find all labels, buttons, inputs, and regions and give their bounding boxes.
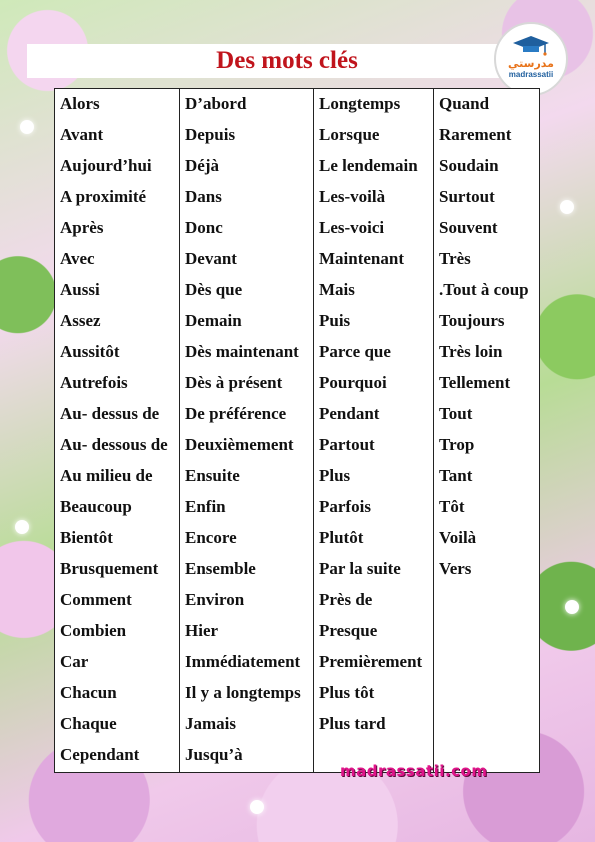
- keyword-cell: Jamais: [185, 714, 236, 733]
- keyword-cell: Environ: [185, 590, 245, 609]
- keyword-cell: Pendant: [319, 404, 380, 423]
- keyword-cell: Les-voilà: [319, 187, 386, 206]
- keyword-cell: Jusqu’à: [185, 745, 243, 764]
- keywords-table: [54, 88, 540, 773]
- logo-latin-text: madrassatii: [508, 70, 554, 79]
- keyword-cell: Mais: [319, 280, 355, 299]
- keywords-column-4: [434, 89, 539, 772]
- keyword-cell: Très loin: [439, 342, 503, 361]
- keyword-cell: Aussitôt: [60, 342, 120, 361]
- sparkle-decoration: [565, 600, 579, 614]
- keyword-cell: Quand: [439, 94, 490, 113]
- keyword-cell: Aujourd’hui: [60, 156, 152, 175]
- sparkle-decoration: [250, 800, 264, 814]
- keyword-cell: Plus tard: [319, 714, 386, 733]
- keyword-cell: Car: [60, 652, 89, 671]
- keyword-cell: Plus: [319, 466, 351, 485]
- keyword-cell: Autrefois: [60, 373, 128, 392]
- keyword-cell: Enfin: [185, 497, 226, 516]
- keyword-cell: Déjà: [185, 156, 219, 175]
- keyword-cell: Deuxièmement: [185, 435, 294, 454]
- keyword-cell: Hier: [185, 621, 219, 640]
- keyword-cell: Tant: [439, 466, 473, 485]
- sparkle-decoration: [560, 200, 574, 214]
- keyword-cell: Ensuite: [185, 466, 240, 485]
- keyword-cell: Soudain: [439, 156, 499, 175]
- keyword-cell: Près de: [319, 590, 373, 609]
- sparkle-decoration: [15, 520, 29, 534]
- madrassatii-logo: [494, 22, 568, 96]
- keyword-cell: Puis: [319, 311, 351, 330]
- keyword-cell: Chacun: [60, 683, 117, 702]
- keyword-cell: Les-voici: [319, 218, 385, 237]
- keyword-cell: Au- dessus de: [60, 404, 160, 423]
- keyword-cell: Trop: [439, 435, 475, 454]
- website-watermark: madrassatii.com: [340, 762, 488, 780]
- keyword-cell: Il y a longtemps: [185, 683, 301, 702]
- keyword-cell: Voilà: [439, 528, 477, 547]
- keyword-cell: Vers: [439, 559, 472, 578]
- keyword-cell: Plus tôt: [319, 683, 375, 702]
- keywords-column-2: [180, 89, 314, 772]
- keyword-cell: Bientôt: [60, 528, 113, 547]
- keyword-cell: Dès maintenant: [185, 342, 299, 361]
- keyword-cell: Dès à présent: [185, 373, 283, 392]
- keyword-cell: Ensemble: [185, 559, 256, 578]
- keyword-cell: D’abord: [185, 94, 247, 113]
- keyword-cell: Lorsque: [319, 125, 380, 144]
- page-title: Des mots clés: [216, 47, 358, 74]
- keyword-cell: Chaque: [60, 714, 117, 733]
- keyword-cell: Assez: [60, 311, 101, 330]
- logo-arabic-text: مدرستي: [508, 57, 554, 70]
- keyword-cell: Comment: [60, 590, 132, 609]
- keyword-cell: Toujours: [439, 311, 505, 330]
- keyword-cell: Longtemps: [319, 94, 401, 113]
- title-bar: [27, 44, 547, 78]
- keyword-cell: Donc: [185, 218, 223, 237]
- keywords-column-1: [55, 89, 180, 772]
- keyword-cell: Pourquoi: [319, 373, 387, 392]
- keyword-cell: .Tout à coup: [439, 280, 529, 299]
- keyword-cell: Encore: [185, 528, 237, 547]
- keyword-cell: Le lendemain: [319, 156, 418, 175]
- keyword-cell: Alors: [60, 94, 100, 113]
- keyword-cell: Premièrement: [319, 652, 423, 671]
- keyword-cell: Par la suite: [319, 559, 401, 578]
- keyword-cell: Presque: [319, 621, 378, 640]
- graduation-cap-icon: [511, 34, 551, 56]
- keyword-cell: Rarement: [439, 125, 512, 144]
- keyword-cell: Au milieu de: [60, 466, 153, 485]
- keyword-cell: De préférence: [185, 404, 287, 423]
- keyword-cell: Souvent: [439, 218, 498, 237]
- keyword-cell: Au- dessous de: [60, 435, 168, 454]
- keyword-cell: Beaucoup: [60, 497, 132, 516]
- keyword-cell: Parfois: [319, 497, 371, 516]
- keyword-cell: Brusquement: [60, 559, 159, 578]
- keyword-cell: Aussi: [60, 280, 100, 299]
- keyword-cell: A proximité: [60, 187, 147, 206]
- keyword-cell: Parce que: [319, 342, 391, 361]
- keyword-cell: Maintenant: [319, 249, 404, 268]
- keyword-cell: Avec: [60, 249, 95, 268]
- keyword-cell: Cependant: [60, 745, 140, 764]
- keyword-cell: Immédiatement: [185, 652, 301, 671]
- keyword-cell: Partout: [319, 435, 375, 454]
- keyword-cell: Avant: [60, 125, 104, 144]
- keyword-cell: Combien: [60, 621, 127, 640]
- keyword-cell: Tellement: [439, 373, 511, 392]
- keyword-cell: Devant: [185, 249, 237, 268]
- keyword-cell: Tôt: [439, 497, 465, 516]
- keyword-cell: Après: [60, 218, 104, 237]
- sparkle-decoration: [20, 120, 34, 134]
- keyword-cell: Depuis: [185, 125, 236, 144]
- keyword-cell: Surtout: [439, 187, 495, 206]
- keyword-cell: Très: [439, 249, 471, 268]
- keyword-cell: Plutôt: [319, 528, 364, 547]
- keyword-cell: Dans: [185, 187, 222, 206]
- keyword-cell: Demain: [185, 311, 242, 330]
- keywords-column-3: [314, 89, 434, 772]
- keyword-cell: Tout: [439, 404, 473, 423]
- keyword-cell: Dès que: [185, 280, 243, 299]
